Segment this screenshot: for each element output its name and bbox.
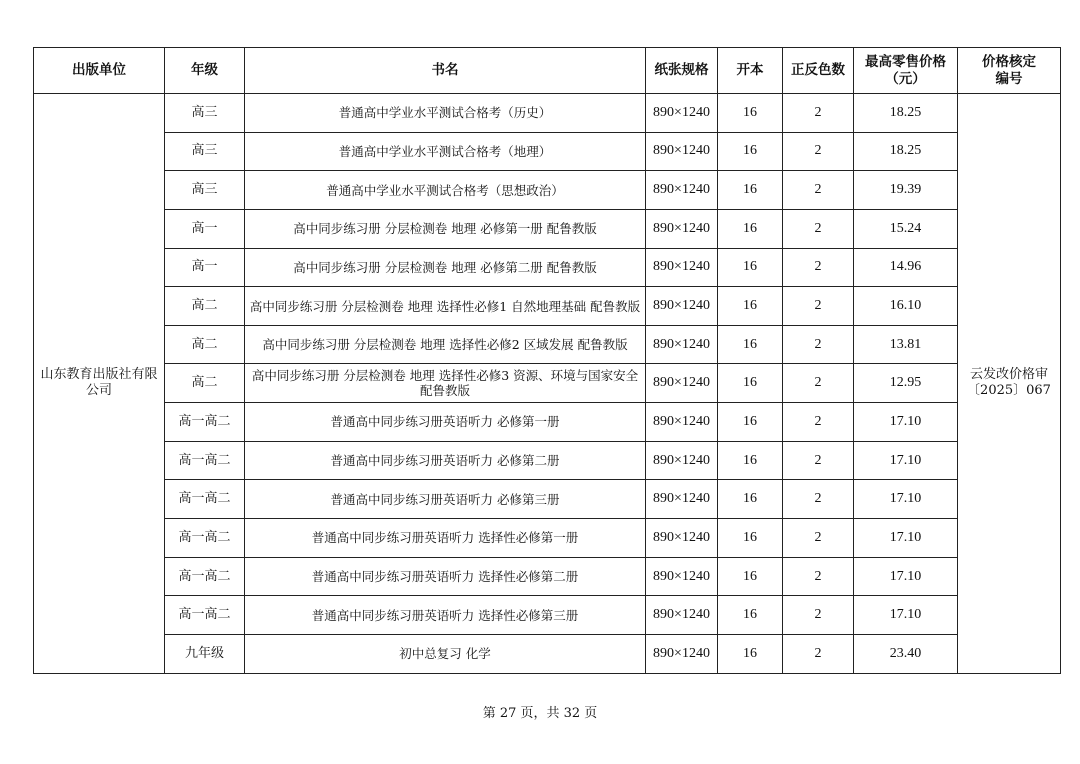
header-colors: 正反色数 (783, 48, 854, 94)
header-price-line1: 最高零售价格 (865, 53, 946, 70)
format-cell: 16 (718, 171, 783, 210)
price-cell: 15.24 (854, 209, 958, 248)
price-cell: 17.10 (854, 480, 958, 519)
format-cell: 16 (718, 519, 783, 558)
color-count-cell: 2 (783, 596, 854, 635)
format-cell: 16 (718, 325, 783, 364)
price-cell: 17.10 (854, 403, 958, 442)
color-count-cell: 2 (783, 480, 854, 519)
format-cell: 16 (718, 94, 783, 133)
grade-cell: 高一 (165, 248, 245, 287)
book-title-cell: 高中同步练习册 分层检测卷 地理 选择性必修2 区域发展 配鲁教版 (245, 325, 646, 364)
price-table (33, 47, 1061, 674)
approval-number-line1: 云发改价格审 (969, 367, 1048, 383)
paper-size-cell: 890×1240 (646, 403, 718, 442)
paper-size-cell: 890×1240 (646, 519, 718, 558)
price-cell: 16.10 (854, 287, 958, 326)
format-cell: 16 (718, 403, 783, 442)
color-count-cell: 2 (783, 132, 854, 171)
paper-size-cell: 890×1240 (646, 94, 718, 133)
book-title-cell: 普通高中同步练习册英语听力 必修第一册 (245, 403, 646, 442)
paper-size-cell: 890×1240 (646, 480, 718, 519)
page-footer: 第 27 页，共 32 页 (482, 706, 598, 721)
price-cell: 17.10 (854, 441, 958, 480)
price-cell: 19.39 (854, 171, 958, 210)
grade-cell: 高一高二 (165, 519, 245, 558)
grade-cell: 高三 (165, 171, 245, 210)
grade-cell: 高二 (165, 287, 245, 326)
format-cell: 16 (718, 209, 783, 248)
book-title-cell: 高中同步练习册 分层检测卷 地理 选择性必修1 自然地理基础 配鲁教版 (245, 287, 646, 326)
header-approval-line2: 编号 (995, 70, 1023, 87)
book-title-cell: 初中总复习 化学 (245, 634, 646, 673)
book-title-cell: 普通高中学业水平测试合格考（历史） (245, 94, 646, 133)
book-title-cell: 普通高中学业水平测试合格考（地理） (245, 132, 646, 171)
grade-cell: 高二 (165, 325, 245, 364)
book-title-cell: 普通高中同步练习册英语听力 选择性必修第三册 (245, 596, 646, 635)
color-count-cell: 2 (783, 364, 854, 403)
color-count-cell: 2 (783, 519, 854, 558)
format-cell: 16 (718, 441, 783, 480)
paper-size-cell: 890×1240 (646, 325, 718, 364)
header-paper: 纸张规格 (646, 48, 718, 94)
color-count-cell: 2 (783, 441, 854, 480)
book-title-cell: 高中同步练习册 分层检测卷 地理 选择性必修3 资源、环境与国家安全 配鲁教版 (245, 364, 646, 403)
book-title-cell: 普通高中同步练习册英语听力 必修第三册 (245, 480, 646, 519)
paper-size-cell: 890×1240 (646, 557, 718, 596)
grade-cell: 高二 (165, 364, 245, 403)
table-row (34, 480, 1061, 519)
book-title-cell: 普通高中同步练习册英语听力 选择性必修第二册 (245, 557, 646, 596)
book-title-cell: 普通高中学业水平测试合格考（思想政治） (245, 171, 646, 210)
book-title-cell: 普通高中同步练习册英语听力 必修第二册 (245, 441, 646, 480)
price-cell: 18.25 (854, 94, 958, 133)
grade-cell: 高三 (165, 94, 245, 133)
color-count-cell: 2 (783, 557, 854, 596)
grade-cell: 高一高二 (165, 403, 245, 442)
approval-number-line2: 〔2025〕067 (967, 383, 1051, 399)
price-cell: 17.10 (854, 596, 958, 635)
table-row (34, 634, 1061, 673)
table-row (34, 403, 1061, 442)
grade-cell: 九年级 (165, 634, 245, 673)
table-row (34, 171, 1061, 210)
format-cell: 16 (718, 248, 783, 287)
format-cell: 16 (718, 557, 783, 596)
color-count-cell: 2 (783, 171, 854, 210)
color-count-cell: 2 (783, 248, 854, 287)
table-row (34, 441, 1061, 480)
book-title-cell: 高中同步练习册 分层检测卷 地理 必修第一册 配鲁教版 (245, 209, 646, 248)
header-approval-line1: 价格核定 (982, 53, 1036, 70)
header-grade: 年级 (165, 48, 245, 94)
color-count-cell: 2 (783, 403, 854, 442)
table-row (34, 287, 1061, 326)
paper-size-cell: 890×1240 (646, 287, 718, 326)
header-row (34, 48, 1061, 94)
color-count-cell: 2 (783, 287, 854, 326)
grade-cell: 高一高二 (165, 480, 245, 519)
paper-size-cell: 890×1240 (646, 248, 718, 287)
header-publisher: 出版单位 (34, 48, 165, 94)
header-price-line2: （元） (885, 70, 926, 87)
price-cell: 18.25 (854, 132, 958, 171)
price-cell: 17.10 (854, 557, 958, 596)
format-cell: 16 (718, 634, 783, 673)
book-title-cell: 高中同步练习册 分层检测卷 地理 必修第二册 配鲁教版 (245, 248, 646, 287)
table-row (34, 94, 1061, 133)
header-title: 书名 (245, 48, 646, 94)
format-cell: 16 (718, 596, 783, 635)
color-count-cell: 2 (783, 94, 854, 133)
table-row (34, 596, 1061, 635)
color-count-cell: 2 (783, 209, 854, 248)
header-format: 开本 (718, 48, 783, 94)
paper-size-cell: 890×1240 (646, 364, 718, 403)
format-cell: 16 (718, 287, 783, 326)
header-approval (958, 48, 1061, 94)
price-cell: 23.40 (854, 634, 958, 673)
publisher-cell: 山东教育出版社有限公司 (34, 94, 165, 674)
format-cell: 16 (718, 364, 783, 403)
price-cell: 12.95 (854, 364, 958, 403)
approval-number-cell (958, 94, 1061, 674)
paper-size-cell: 890×1240 (646, 209, 718, 248)
format-cell: 16 (718, 132, 783, 171)
grade-cell: 高一高二 (165, 596, 245, 635)
paper-size-cell: 890×1240 (646, 596, 718, 635)
paper-size-cell: 890×1240 (646, 441, 718, 480)
paper-size-cell: 890×1240 (646, 132, 718, 171)
table-row (34, 209, 1061, 248)
book-title-cell: 普通高中同步练习册英语听力 选择性必修第一册 (245, 519, 646, 558)
grade-cell: 高一高二 (165, 441, 245, 480)
paper-size-cell: 890×1240 (646, 634, 718, 673)
format-cell: 16 (718, 480, 783, 519)
grade-cell: 高一 (165, 209, 245, 248)
price-cell: 17.10 (854, 519, 958, 558)
color-count-cell: 2 (783, 325, 854, 364)
table-body (34, 94, 1061, 674)
table-row (34, 557, 1061, 596)
price-cell: 13.81 (854, 325, 958, 364)
paper-size-cell: 890×1240 (646, 171, 718, 210)
header-price (854, 48, 958, 94)
table-row (34, 325, 1061, 364)
table-row (34, 519, 1061, 558)
table-row (34, 364, 1061, 403)
grade-cell: 高一高二 (165, 557, 245, 596)
grade-cell: 高三 (165, 132, 245, 171)
price-cell: 14.96 (854, 248, 958, 287)
table-row (34, 132, 1061, 171)
color-count-cell: 2 (783, 634, 854, 673)
table-row (34, 248, 1061, 287)
